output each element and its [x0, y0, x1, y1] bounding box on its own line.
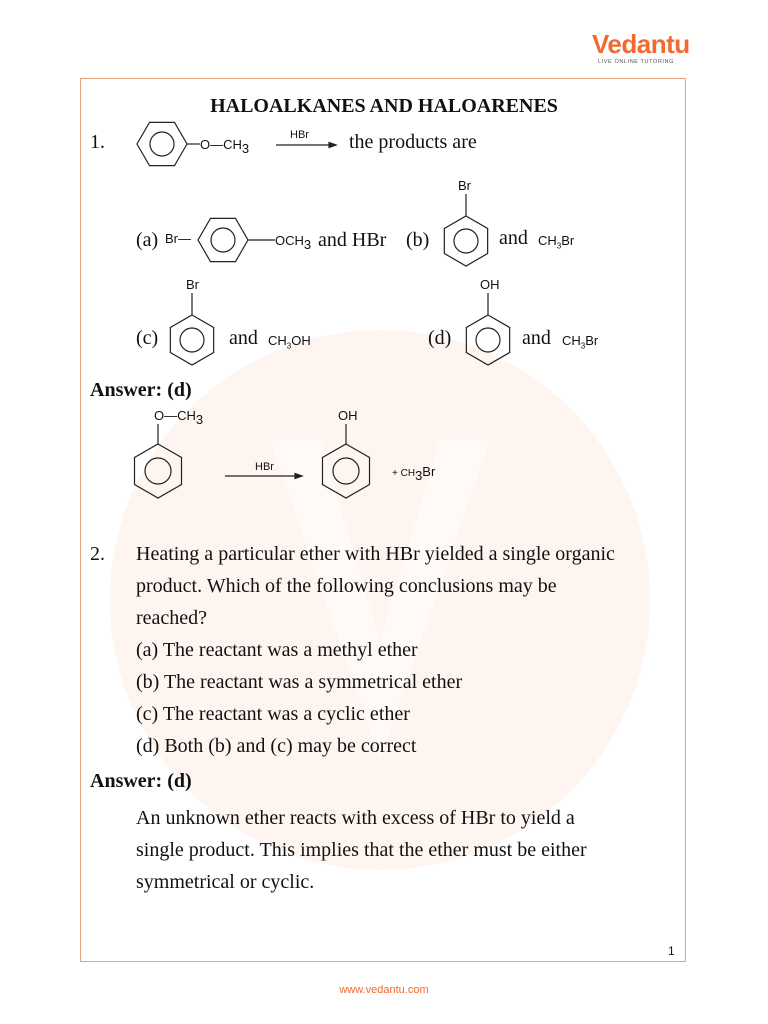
q1-number: 1.: [90, 131, 105, 153]
q1-option-c-and: and: [229, 327, 258, 349]
q1-option-b-label: (b): [406, 229, 430, 251]
q1-answer-scheme: [130, 404, 470, 504]
q2-option-d: (d) Both (b) and (c) may be correct: [136, 735, 417, 757]
q2-stem-line: product. Which of the following conclusions may be: [136, 575, 557, 597]
logo-wordmark: Vedantu: [592, 29, 690, 59]
q1-option-a-and: and HBr: [318, 229, 387, 251]
q2-explanation: [136, 802, 587, 898]
explanation-line: single product. This implies that the ether must be either: [136, 839, 587, 861]
q1-option-c-product: $CH_3OH$: [268, 333, 311, 351]
q1-option-b-structure: [438, 176, 498, 272]
q1-option-c-structure: [164, 275, 224, 371]
q2-stem-line: Heating a particular ether with HBr yielded a single organic: [136, 543, 615, 565]
q1-option-d-and: and: [522, 327, 551, 349]
svg-text:Br—: Br—: [165, 231, 191, 246]
explanation-line: An unknown ether reacts with excess of HBr to yield a: [136, 807, 575, 829]
q2-option-c: (c) The reactant was a cyclic ether: [136, 703, 410, 725]
page-number: 1: [668, 944, 675, 958]
q1-option-a-structure: [165, 212, 315, 268]
q1-option-d-product: $CH_3Br$: [562, 333, 599, 351]
svg-text:Br: Br: [186, 277, 199, 292]
aromatic-circle: [150, 132, 174, 156]
svg-text:O—CH3: O—CH3: [200, 137, 250, 156]
footer-url[interactable]: www.vedantu.com: [339, 984, 429, 996]
q2-number: 2.: [90, 543, 105, 565]
q1-option-b-product: $CH_3Br$: [538, 233, 575, 251]
vedantu-logo: [592, 30, 688, 65]
svg-text:OH: OH: [338, 408, 358, 423]
q1-reaction: [130, 118, 350, 174]
q1-option-b-and: and: [499, 227, 528, 249]
page-title: HALOALKANES AND HALOARENES: [210, 95, 558, 117]
logo-tagline: LIVE ONLINE TUTORING: [598, 59, 674, 65]
q2-option-b: (b) The reactant was a symmetrical ether: [136, 671, 463, 693]
reagent-label: HBr: [290, 129, 309, 141]
svg-text:O—CH3: O—CH3: [154, 408, 204, 427]
explanation-line: symmetrical or cyclic.: [136, 871, 315, 893]
q2-stem: [136, 538, 615, 762]
q2-stem-line: reached?: [136, 607, 208, 629]
q2-answer: Answer: (d): [90, 770, 192, 792]
q1-option-c-label: (c): [136, 327, 159, 349]
benzene-ring: [137, 122, 187, 165]
q1-option-a-label: (a): [136, 229, 159, 251]
scheme-reagent: HBr: [255, 461, 274, 473]
q1-option-d-structure: [460, 275, 520, 371]
svg-text:+ CH3Br: + CH3Br: [392, 464, 436, 483]
q1-answer: Answer: (d): [90, 379, 192, 401]
svg-text:OH: OH: [480, 277, 500, 292]
q2-option-a: (a) The reactant was a methyl ether: [136, 639, 418, 661]
svg-text:Br: Br: [458, 178, 471, 193]
q1-text: the products are: [349, 131, 477, 153]
q1-option-d-label: (d): [428, 327, 452, 349]
svg-text:OCH3: OCH3: [275, 233, 312, 252]
